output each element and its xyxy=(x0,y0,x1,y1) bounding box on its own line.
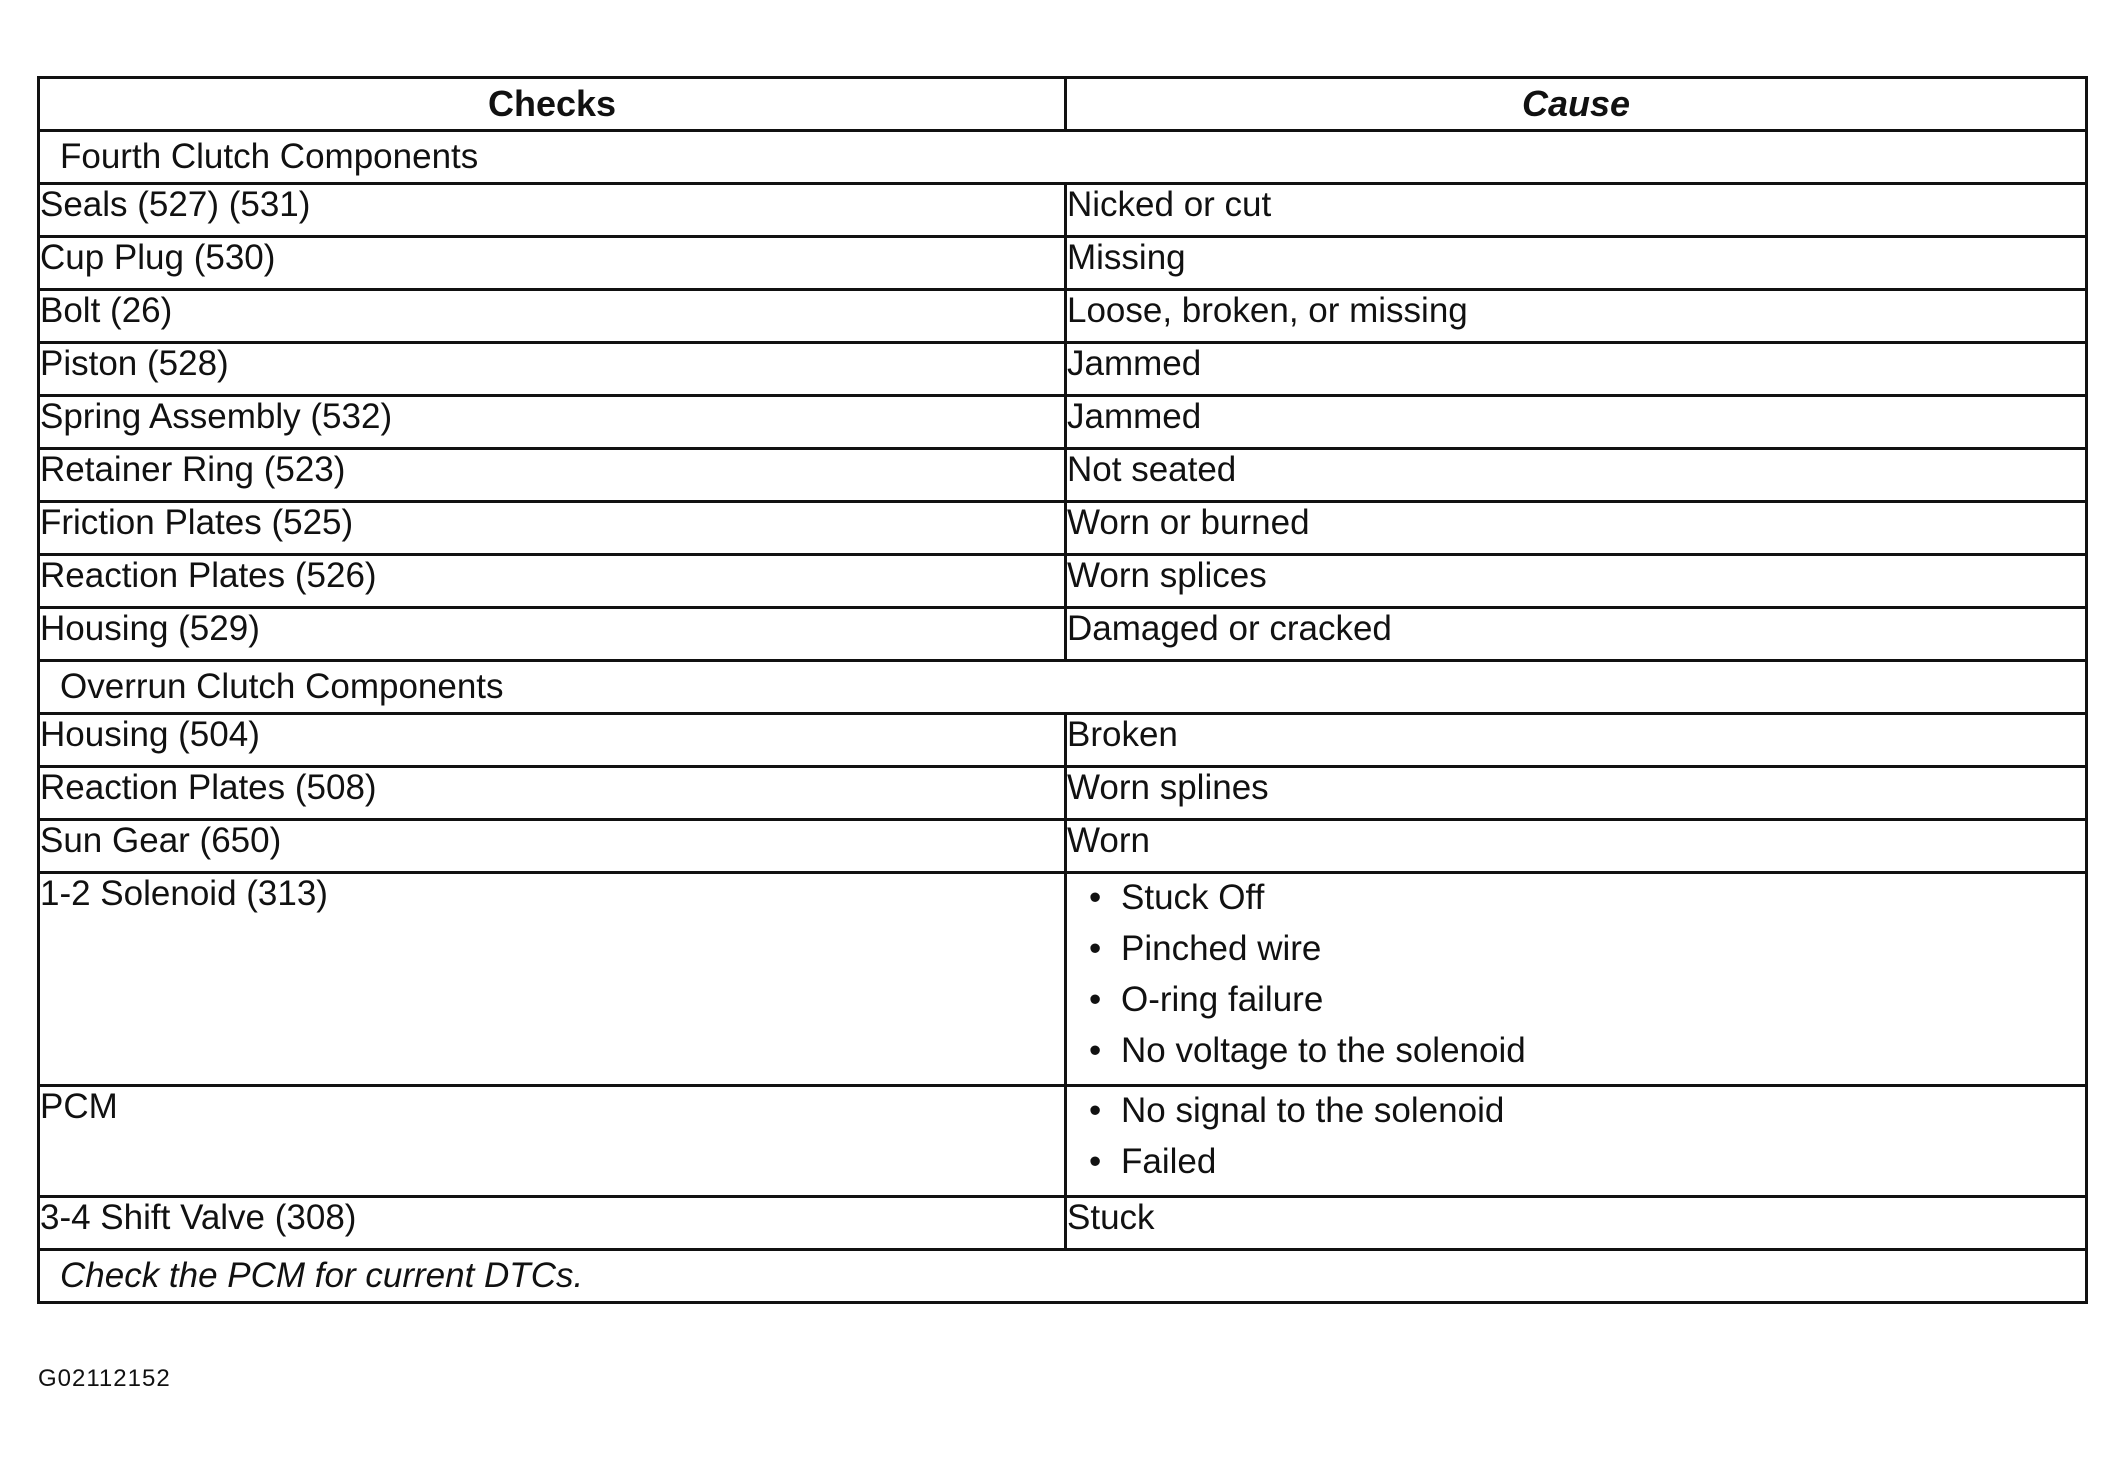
table-row xyxy=(39,608,2087,661)
table-row xyxy=(39,396,2087,449)
section-title: Overrun Clutch Components xyxy=(39,661,2087,714)
check-cell: PCM xyxy=(39,1086,1066,1197)
check-cell: Piston (528) xyxy=(39,343,1066,396)
cause-list-item: • Stuck Off xyxy=(1121,878,2085,929)
check-cell: Reaction Plates (526) xyxy=(39,555,1066,608)
check-cell: Cup Plug (530) xyxy=(39,237,1066,290)
check-cell: Housing (504) xyxy=(39,714,1066,767)
table-row xyxy=(39,502,2087,555)
check-cell: 3-4 Shift Valve (308) xyxy=(39,1197,1066,1250)
check-cell: Reaction Plates (508) xyxy=(39,767,1066,820)
table-row xyxy=(39,237,2087,290)
diagnosis-table xyxy=(37,76,2088,1304)
table-row xyxy=(39,873,2087,1086)
cause-cell: Jammed xyxy=(1066,343,2087,396)
cause-column-header: Cause xyxy=(1066,78,2087,131)
figure-id: G02112152 xyxy=(38,1365,171,1392)
cause-list-item: • Failed xyxy=(1121,1142,2085,1193)
footer-note: Check the PCM for current DTCs. xyxy=(39,1250,2087,1303)
cause-cell: Jammed xyxy=(1066,396,2087,449)
check-cell: Retainer Ring (523) xyxy=(39,449,1066,502)
cause-cell xyxy=(1066,873,2087,1086)
table-row xyxy=(39,449,2087,502)
check-cell: Bolt (26) xyxy=(39,290,1066,343)
cause-list xyxy=(1067,1087,2085,1195)
table-row xyxy=(39,343,2087,396)
cause-list-item: • Pinched wire xyxy=(1121,929,2085,980)
cause-list xyxy=(1067,874,2085,1084)
check-cell: Friction Plates (525) xyxy=(39,502,1066,555)
check-cell: Seals (527) (531) xyxy=(39,184,1066,237)
cause-cell: Worn xyxy=(1066,820,2087,873)
check-cell: Sun Gear (650) xyxy=(39,820,1066,873)
table-row xyxy=(39,184,2087,237)
cause-list-item: • No voltage to the solenoid xyxy=(1121,1031,2085,1082)
cause-list-item: • No signal to the solenoid xyxy=(1121,1091,2085,1142)
footer-row xyxy=(39,1250,2087,1303)
table-row xyxy=(39,1197,2087,1250)
table-row xyxy=(39,767,2087,820)
check-cell: 1-2 Solenoid (313) xyxy=(39,873,1066,1086)
cause-cell: Worn splines xyxy=(1066,767,2087,820)
cause-cell: Missing xyxy=(1066,237,2087,290)
cause-cell: Loose, broken, or missing xyxy=(1066,290,2087,343)
cause-cell: Stuck xyxy=(1066,1197,2087,1250)
cause-cell: Nicked or cut xyxy=(1066,184,2087,237)
section-row xyxy=(39,131,2087,184)
table-row xyxy=(39,714,2087,767)
section-title: Fourth Clutch Components xyxy=(39,131,2087,184)
cause-list-item: • O-ring failure xyxy=(1121,980,2085,1031)
section-row xyxy=(39,661,2087,714)
table-row xyxy=(39,1086,2087,1197)
check-cell: Spring Assembly (532) xyxy=(39,396,1066,449)
cause-cell: Worn or burned xyxy=(1066,502,2087,555)
check-cell: Housing (529) xyxy=(39,608,1066,661)
table-body xyxy=(39,131,2087,1250)
cause-cell: Broken xyxy=(1066,714,2087,767)
cause-cell: Not seated xyxy=(1066,449,2087,502)
table-row xyxy=(39,555,2087,608)
cause-cell: Damaged or cracked xyxy=(1066,608,2087,661)
cause-cell xyxy=(1066,1086,2087,1197)
header-row xyxy=(39,78,2087,131)
checks-column-header: Checks xyxy=(39,78,1066,131)
table-row xyxy=(39,290,2087,343)
table-row xyxy=(39,820,2087,873)
cause-cell: Worn splices xyxy=(1066,555,2087,608)
